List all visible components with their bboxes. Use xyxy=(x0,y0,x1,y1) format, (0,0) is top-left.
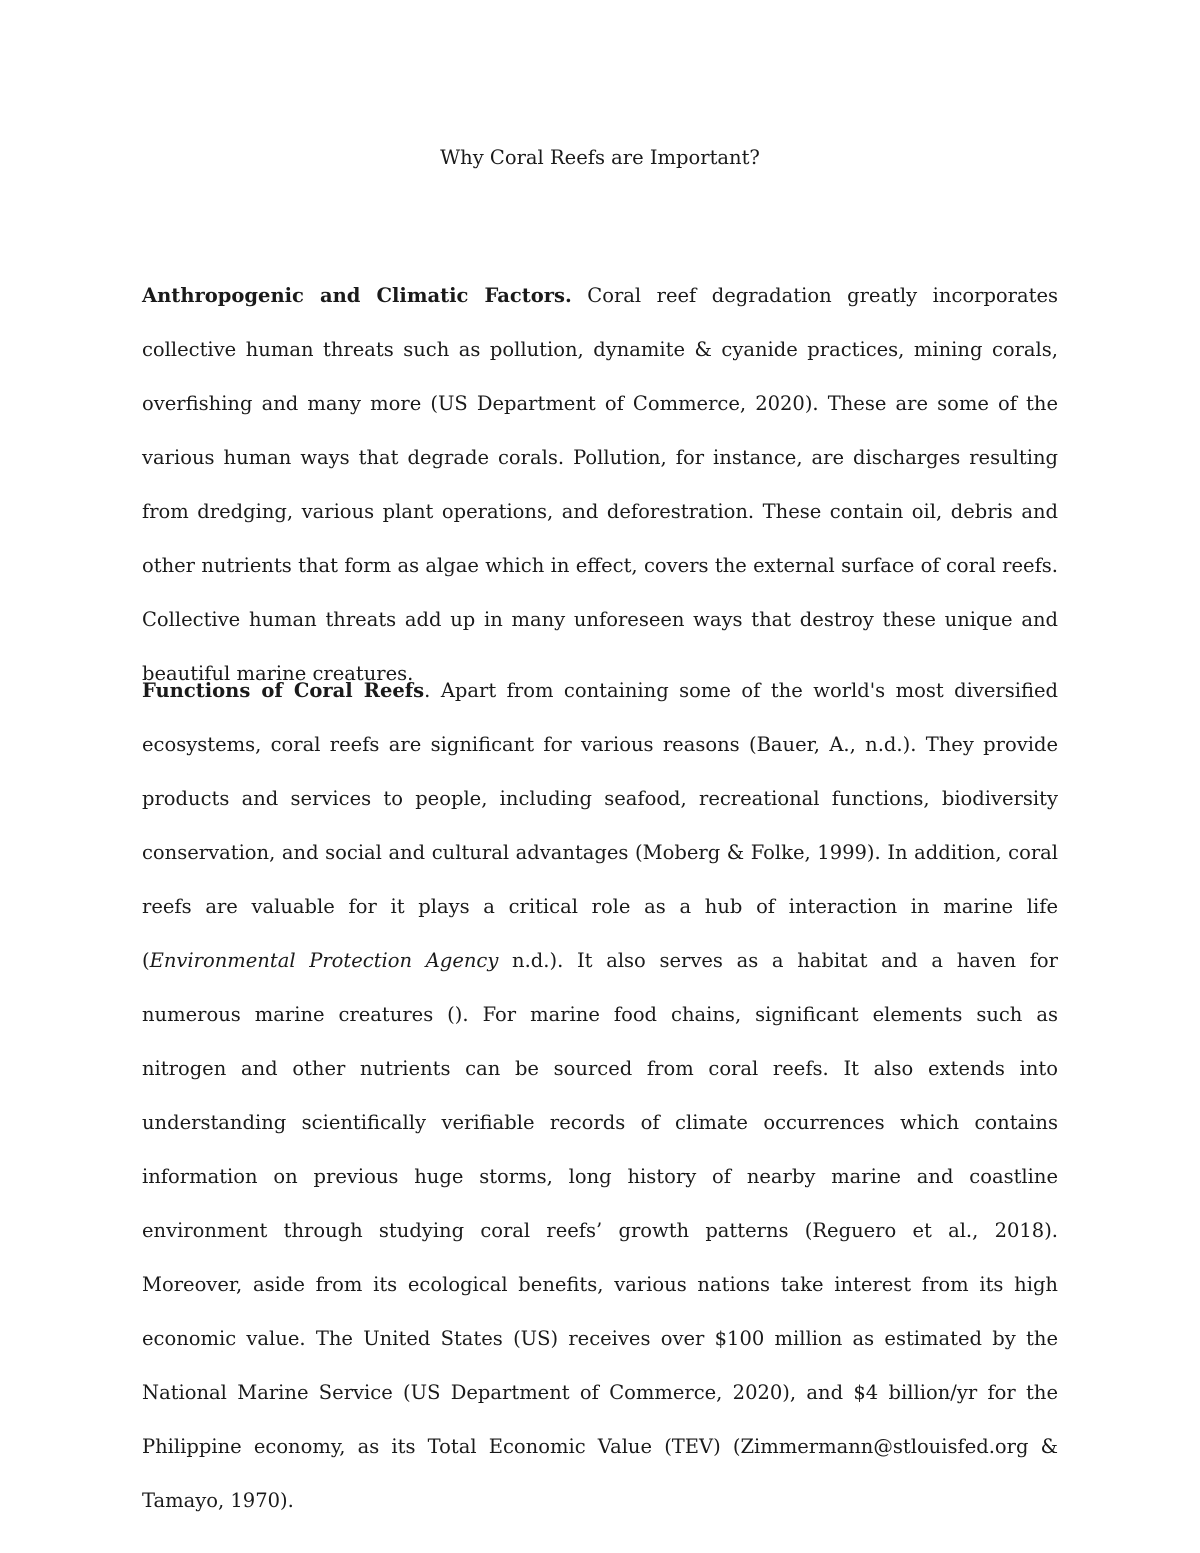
paragraph-body-continued: n.d.). It also serves as a habitat and a haven for numerous marine creatures (). For marine food chains, significant elements such as nitrogen and other nutrients can be sourced from coral reefs. It also extends into understanding scientifically verifiable records of climate occurrences which contains information on previous huge storms, long history of nearby marine and coastline environment through studying coral reefs’ growth patterns (Reguero et al., 2018). Moreover, aside from its ecological benefits, various nations take interest from its high economic value. The United States (US) receives over $100 million as estimated by the National Marine Service (US Department of Commerce, 2020), and $4 billion/yr for the Philippine economy, as its Total Economic Value (TEV) (Zimmermann@stlouisfed.org & Tamayo, 1970). xyxy=(142,949,1058,1512)
paragraph-body: Coral reef degradation greatly incorporates collective human threats such as pollution, dynamite & cyanide practices, mining corals, overfishing and many more (US Department of Commerce, 2020). These are some of the various human ways that degrade corals. Pollution, for instance, are discharges resulting from dredging, various plant operations, and deforestration. These contain oil, debris and other nutrients that form as algae which in effect, covers the external surface of coral reefs. Collective human threats add up in many unforeseen ways that destroy these unique and beautiful marine creatures. xyxy=(142,284,1058,685)
paragraph-heading: Functions of Coral Reefs xyxy=(142,679,425,702)
paragraph-heading: Anthropogenic and Climatic Factors. xyxy=(142,284,572,307)
paragraph-anthropogenic-factors xyxy=(142,269,1058,701)
paragraph-functions-of-coral-reefs xyxy=(142,664,1058,1528)
italic-citation: Environmental Protection Agency xyxy=(149,949,499,972)
paragraph-body: . Apart from containing some of the world's most diversified ecosystems, coral reefs are significant for various reasons (Bauer, A., n.d.). They provide products and services to people, including seafood, recreational functions, biodiversity conservation, and social and cultural advantages (Moberg & Folke, 1999). In addition, coral reefs are valuable for it plays a critical role as a hub of interaction in marine life ( xyxy=(142,679,1059,972)
document-title: Why Coral Reefs are Important? xyxy=(440,146,760,169)
